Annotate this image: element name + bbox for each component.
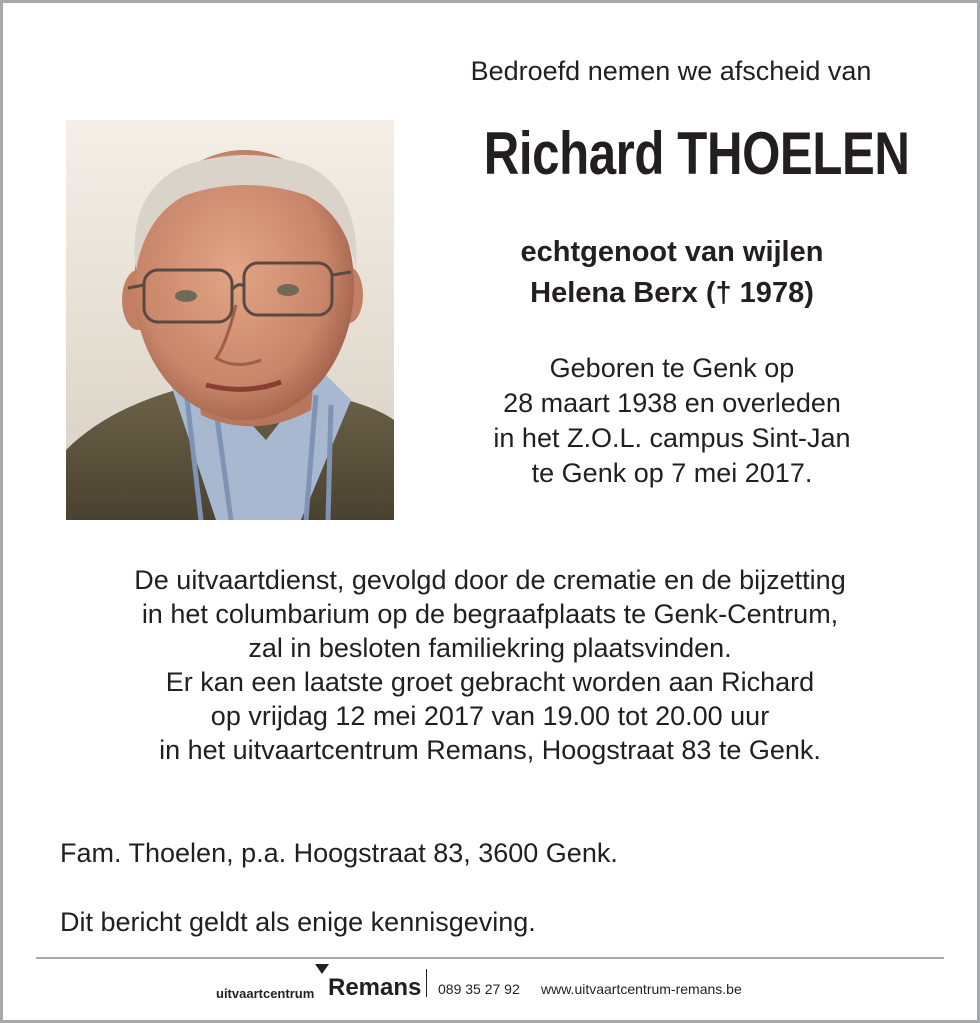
intro-text: Bedroefd nemen we afscheid van	[470, 56, 872, 86]
notice-text: Dit bericht geldt als enige kennisgeving.	[60, 907, 536, 937]
birth-line: 28 maart 1938 en overleden	[503, 388, 841, 418]
spouse-line: echtgenoot van wijlen	[520, 236, 824, 268]
footer-divider	[36, 957, 944, 959]
funeral-line: De uitvaartdienst, gevolgd door de crematie en de bijzetting	[134, 565, 846, 595]
spouse-line: Helena Berx († 1978)	[530, 277, 814, 309]
footer	[0, 960, 980, 1010]
family-address: Fam. Thoelen, p.a. Hoogstraat 83, 3600 Genk.	[60, 838, 618, 868]
footer-separator	[426, 969, 427, 997]
footer-phone: 089 35 27 92	[438, 981, 520, 997]
spouse-info	[432, 232, 912, 314]
funeral-info	[40, 563, 940, 767]
deceased-name: Richard THOELEN	[483, 120, 910, 187]
birth-line: in het Z.O.L. campus Sint-Jan	[493, 423, 851, 453]
birth-line: te Genk op 7 mei 2017.	[531, 458, 813, 488]
funeral-line: zal in besloten familiekring plaatsvinden.	[248, 633, 732, 663]
portrait-photo	[66, 120, 394, 520]
funeral-line: op vrijdag 12 mei 2017 van 19.00 tot 20.00 uur	[210, 701, 770, 731]
footer-website[interactable]: www.uitvaartcentrum-remans.be	[541, 981, 742, 997]
triangle-marker-icon	[315, 964, 329, 974]
footer-brand: Remans	[328, 974, 422, 1001]
portrait-illustration	[66, 120, 394, 520]
birth-line: Geboren te Genk op	[549, 353, 795, 383]
birth-death-info	[432, 351, 912, 491]
footer-prefix: uitvaartcentrum	[216, 986, 315, 1001]
funeral-line: in het uitvaartcentrum Remans, Hoogstraat 83 te Genk.	[159, 735, 821, 765]
funeral-line: Er kan een laatste groet gebracht worden aan Richard	[165, 667, 815, 697]
funeral-line: in het columbarium op de begraafplaats te Genk-Centrum,	[141, 599, 839, 629]
